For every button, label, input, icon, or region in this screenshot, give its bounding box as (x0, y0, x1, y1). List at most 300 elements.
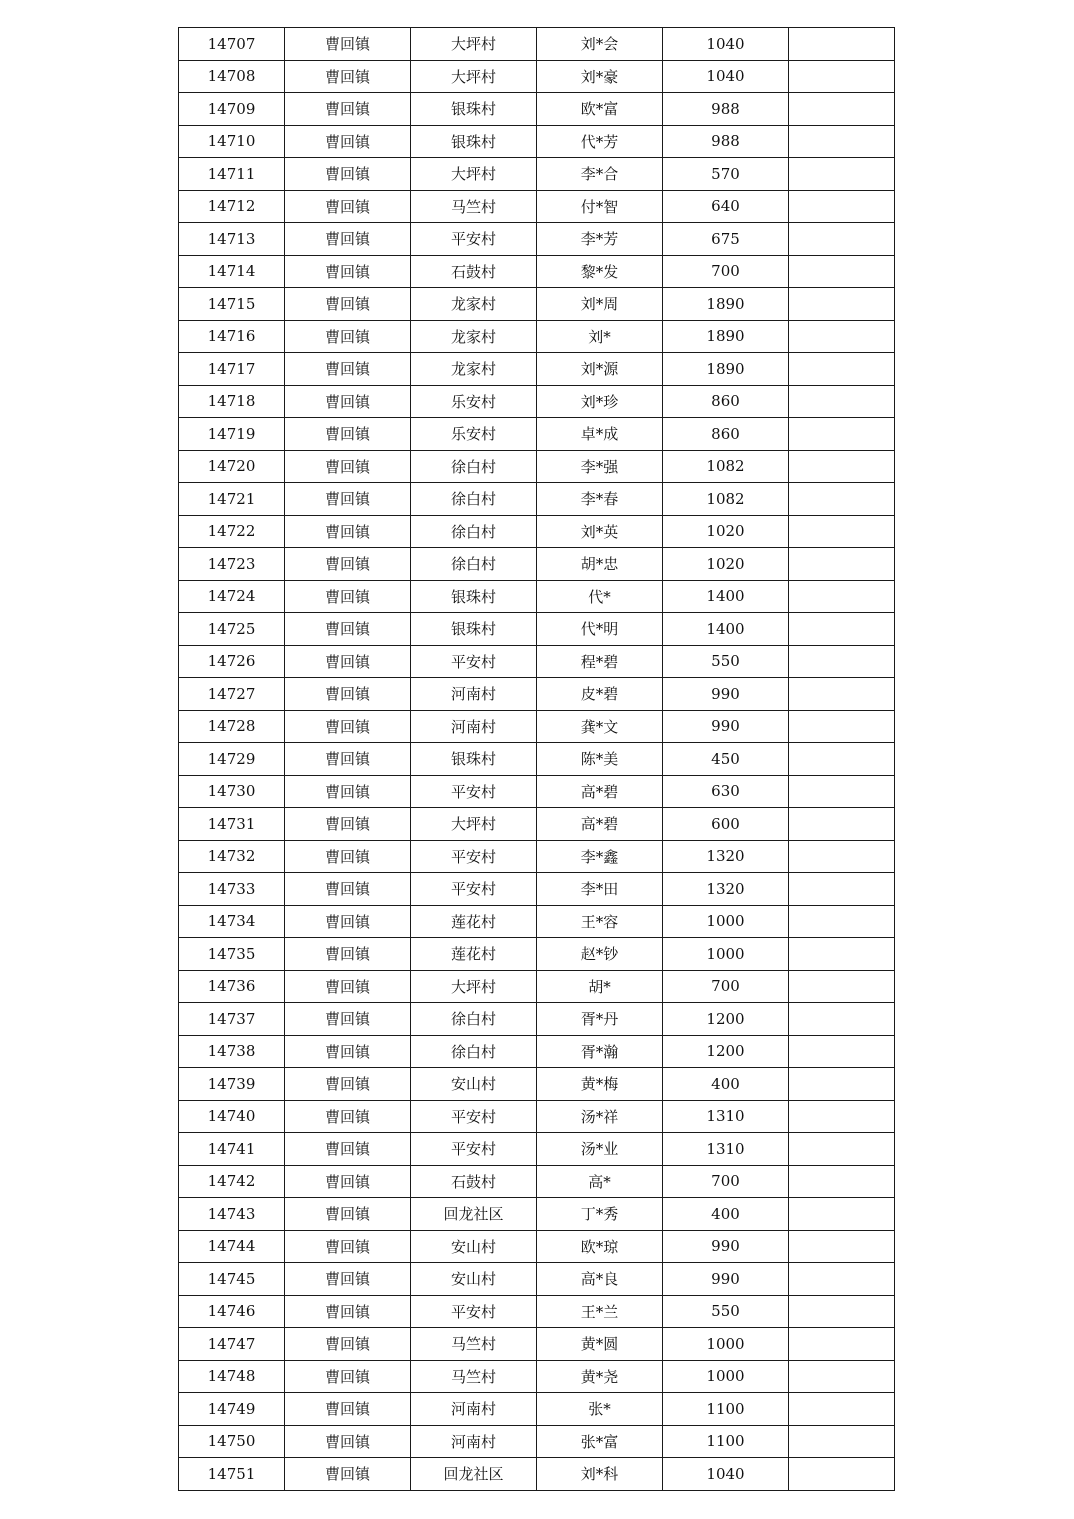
serial-number-cell: 14714 (179, 255, 285, 288)
serial-number-cell: 14730 (179, 775, 285, 808)
name-cell: 程*碧 (537, 645, 663, 678)
name-cell: 欧*富 (537, 93, 663, 126)
town-cell: 曹回镇 (285, 1295, 411, 1328)
town-cell: 曹回镇 (285, 1328, 411, 1361)
amount-cell: 1310 (663, 1133, 789, 1166)
table-row (179, 1035, 895, 1068)
serial-number-cell: 14736 (179, 970, 285, 1003)
serial-number-cell: 14723 (179, 548, 285, 581)
village-cell: 平安村 (411, 1100, 537, 1133)
table-row (179, 353, 895, 386)
table-row (179, 808, 895, 841)
remark-cell (789, 1295, 895, 1328)
name-cell: 李*田 (537, 873, 663, 906)
town-cell: 曹回镇 (285, 548, 411, 581)
table-row (179, 1100, 895, 1133)
remark-cell (789, 678, 895, 711)
table-row (179, 288, 895, 321)
village-cell: 徐白村 (411, 1003, 537, 1036)
remark-cell (789, 808, 895, 841)
name-cell: 刘* (537, 320, 663, 353)
serial-number-cell: 14707 (179, 28, 285, 61)
town-cell: 曹回镇 (285, 93, 411, 126)
amount-cell: 1040 (663, 60, 789, 93)
village-cell: 大坪村 (411, 28, 537, 61)
town-cell: 曹回镇 (285, 645, 411, 678)
table-row (179, 450, 895, 483)
amount-cell: 1000 (663, 905, 789, 938)
serial-number-cell: 14720 (179, 450, 285, 483)
table-row (179, 1458, 895, 1491)
town-cell: 曹回镇 (285, 613, 411, 646)
amount-cell: 1000 (663, 1328, 789, 1361)
village-cell: 平安村 (411, 873, 537, 906)
table-row (179, 255, 895, 288)
serial-number-cell: 14717 (179, 353, 285, 386)
serial-number-cell: 14733 (179, 873, 285, 906)
serial-number-cell: 14732 (179, 840, 285, 873)
name-cell: 刘*珍 (537, 385, 663, 418)
amount-cell: 990 (663, 1230, 789, 1263)
village-cell: 石鼓村 (411, 255, 537, 288)
remark-cell (789, 483, 895, 516)
remark-cell (789, 580, 895, 613)
name-cell: 龚*文 (537, 710, 663, 743)
amount-cell: 1200 (663, 1035, 789, 1068)
town-cell: 曹回镇 (285, 223, 411, 256)
remark-cell (789, 450, 895, 483)
name-cell: 黄*圆 (537, 1328, 663, 1361)
table-row (179, 1230, 895, 1263)
serial-number-cell: 14711 (179, 158, 285, 191)
village-cell: 安山村 (411, 1263, 537, 1296)
name-cell: 李*合 (537, 158, 663, 191)
amount-cell: 990 (663, 1263, 789, 1296)
town-cell: 曹回镇 (285, 1035, 411, 1068)
serial-number-cell: 14715 (179, 288, 285, 321)
serial-number-cell: 14735 (179, 938, 285, 971)
serial-number-cell: 14719 (179, 418, 285, 451)
remark-cell (789, 288, 895, 321)
amount-cell: 990 (663, 678, 789, 711)
town-cell: 曹回镇 (285, 158, 411, 191)
name-cell: 张*富 (537, 1425, 663, 1458)
serial-number-cell: 14737 (179, 1003, 285, 1036)
town-cell: 曹回镇 (285, 1230, 411, 1263)
remark-cell (789, 840, 895, 873)
amount-cell: 1100 (663, 1393, 789, 1426)
village-cell: 徐白村 (411, 483, 537, 516)
table-row (179, 1003, 895, 1036)
name-cell: 黎*发 (537, 255, 663, 288)
remark-cell (789, 873, 895, 906)
serial-number-cell: 14751 (179, 1458, 285, 1491)
amount-cell: 860 (663, 418, 789, 451)
table-row (179, 483, 895, 516)
village-cell: 回龙社区 (411, 1458, 537, 1491)
amount-cell: 1082 (663, 483, 789, 516)
village-cell: 河南村 (411, 1393, 537, 1426)
name-cell: 高*碧 (537, 775, 663, 808)
table-row (179, 1165, 895, 1198)
table-row (179, 613, 895, 646)
remark-cell (789, 255, 895, 288)
remark-cell (789, 970, 895, 1003)
name-cell: 付*智 (537, 190, 663, 223)
name-cell: 胡*忠 (537, 548, 663, 581)
serial-number-cell: 14729 (179, 743, 285, 776)
amount-cell: 450 (663, 743, 789, 776)
name-cell: 李*春 (537, 483, 663, 516)
town-cell: 曹回镇 (285, 1263, 411, 1296)
serial-number-cell: 14739 (179, 1068, 285, 1101)
table-row (179, 873, 895, 906)
amount-cell: 988 (663, 93, 789, 126)
name-cell: 高* (537, 1165, 663, 1198)
amount-cell: 1082 (663, 450, 789, 483)
village-cell: 银珠村 (411, 580, 537, 613)
village-cell: 大坪村 (411, 158, 537, 191)
serial-number-cell: 14708 (179, 60, 285, 93)
town-cell: 曹回镇 (285, 1198, 411, 1231)
table-row (179, 1360, 895, 1393)
name-cell: 赵*钞 (537, 938, 663, 971)
table-row (179, 548, 895, 581)
amount-cell: 675 (663, 223, 789, 256)
name-cell: 汤*业 (537, 1133, 663, 1166)
serial-number-cell: 14748 (179, 1360, 285, 1393)
name-cell: 皮*碧 (537, 678, 663, 711)
remark-cell (789, 1393, 895, 1426)
serial-number-cell: 14738 (179, 1035, 285, 1068)
amount-cell: 990 (663, 710, 789, 743)
town-cell: 曹回镇 (285, 775, 411, 808)
town-cell: 曹回镇 (285, 1425, 411, 1458)
serial-number-cell: 14743 (179, 1198, 285, 1231)
name-cell: 高*良 (537, 1263, 663, 1296)
village-cell: 马竺村 (411, 1328, 537, 1361)
serial-number-cell: 14721 (179, 483, 285, 516)
remark-cell (789, 353, 895, 386)
village-cell: 乐安村 (411, 418, 537, 451)
amount-cell: 640 (663, 190, 789, 223)
village-cell: 龙家村 (411, 353, 537, 386)
amount-cell: 400 (663, 1198, 789, 1231)
table-row (179, 1328, 895, 1361)
village-cell: 安山村 (411, 1230, 537, 1263)
table-row (179, 515, 895, 548)
amount-cell: 630 (663, 775, 789, 808)
name-cell: 刘*科 (537, 1458, 663, 1491)
remark-cell (789, 548, 895, 581)
amount-cell: 1400 (663, 613, 789, 646)
remark-cell (789, 1230, 895, 1263)
serial-number-cell: 14709 (179, 93, 285, 126)
table-row (179, 385, 895, 418)
name-cell: 代* (537, 580, 663, 613)
serial-number-cell: 14740 (179, 1100, 285, 1133)
village-cell: 银珠村 (411, 93, 537, 126)
village-cell: 银珠村 (411, 613, 537, 646)
amount-cell: 1400 (663, 580, 789, 613)
town-cell: 曹回镇 (285, 288, 411, 321)
serial-number-cell: 14725 (179, 613, 285, 646)
table-row (179, 840, 895, 873)
table-row (179, 580, 895, 613)
serial-number-cell: 14712 (179, 190, 285, 223)
table-row (179, 1068, 895, 1101)
amount-cell: 1100 (663, 1425, 789, 1458)
village-cell: 平安村 (411, 840, 537, 873)
remark-cell (789, 223, 895, 256)
amount-cell: 1020 (663, 515, 789, 548)
remark-cell (789, 93, 895, 126)
town-cell: 曹回镇 (285, 515, 411, 548)
table-row (179, 418, 895, 451)
town-cell: 曹回镇 (285, 743, 411, 776)
remark-cell (789, 190, 895, 223)
name-cell: 李*芳 (537, 223, 663, 256)
village-cell: 莲花村 (411, 905, 537, 938)
village-cell: 乐安村 (411, 385, 537, 418)
village-cell: 平安村 (411, 223, 537, 256)
amount-cell: 1320 (663, 873, 789, 906)
table-row (179, 158, 895, 191)
serial-number-cell: 14724 (179, 580, 285, 613)
serial-number-cell: 14726 (179, 645, 285, 678)
serial-number-cell: 14710 (179, 125, 285, 158)
serial-number-cell: 14718 (179, 385, 285, 418)
remark-cell (789, 418, 895, 451)
remark-cell (789, 1425, 895, 1458)
name-cell: 汤*祥 (537, 1100, 663, 1133)
town-cell: 曹回镇 (285, 808, 411, 841)
town-cell: 曹回镇 (285, 190, 411, 223)
village-cell: 大坪村 (411, 60, 537, 93)
name-cell: 黄*梅 (537, 1068, 663, 1101)
table-row (179, 190, 895, 223)
name-cell: 高*碧 (537, 808, 663, 841)
amount-cell: 1000 (663, 938, 789, 971)
remark-cell (789, 158, 895, 191)
town-cell: 曹回镇 (285, 1458, 411, 1491)
village-cell: 回龙社区 (411, 1198, 537, 1231)
amount-cell: 1890 (663, 353, 789, 386)
name-cell: 刘*源 (537, 353, 663, 386)
remark-cell (789, 905, 895, 938)
town-cell: 曹回镇 (285, 938, 411, 971)
amount-cell: 1890 (663, 288, 789, 321)
serial-number-cell: 14745 (179, 1263, 285, 1296)
name-cell: 刘*英 (537, 515, 663, 548)
village-cell: 石鼓村 (411, 1165, 537, 1198)
amount-cell: 600 (663, 808, 789, 841)
name-cell: 胥*丹 (537, 1003, 663, 1036)
serial-number-cell: 14713 (179, 223, 285, 256)
table-row (179, 1393, 895, 1426)
remark-cell (789, 125, 895, 158)
remark-cell (789, 1458, 895, 1491)
serial-number-cell: 14746 (179, 1295, 285, 1328)
serial-number-cell: 14727 (179, 678, 285, 711)
remark-cell (789, 320, 895, 353)
name-cell: 刘*周 (537, 288, 663, 321)
town-cell: 曹回镇 (285, 450, 411, 483)
town-cell: 曹回镇 (285, 970, 411, 1003)
town-cell: 曹回镇 (285, 1003, 411, 1036)
name-cell: 卓*成 (537, 418, 663, 451)
remark-cell (789, 1068, 895, 1101)
town-cell: 曹回镇 (285, 873, 411, 906)
name-cell: 刘*会 (537, 28, 663, 61)
town-cell: 曹回镇 (285, 1360, 411, 1393)
village-cell: 河南村 (411, 710, 537, 743)
village-cell: 徐白村 (411, 548, 537, 581)
remark-cell (789, 1165, 895, 1198)
name-cell: 王*兰 (537, 1295, 663, 1328)
remark-cell (789, 515, 895, 548)
town-cell: 曹回镇 (285, 255, 411, 288)
serial-number-cell: 14744 (179, 1230, 285, 1263)
village-cell: 大坪村 (411, 808, 537, 841)
remark-cell (789, 743, 895, 776)
town-cell: 曹回镇 (285, 1393, 411, 1426)
remark-cell (789, 710, 895, 743)
serial-number-cell: 14728 (179, 710, 285, 743)
serial-number-cell: 14742 (179, 1165, 285, 1198)
town-cell: 曹回镇 (285, 1100, 411, 1133)
village-cell: 平安村 (411, 775, 537, 808)
village-cell: 马竺村 (411, 1360, 537, 1393)
amount-cell: 570 (663, 158, 789, 191)
name-cell: 李*强 (537, 450, 663, 483)
table-body (179, 28, 895, 1491)
table-row (179, 1198, 895, 1231)
serial-number-cell: 14731 (179, 808, 285, 841)
village-cell: 大坪村 (411, 970, 537, 1003)
amount-cell: 1040 (663, 28, 789, 61)
table-row (179, 320, 895, 353)
town-cell: 曹回镇 (285, 580, 411, 613)
village-cell: 龙家村 (411, 288, 537, 321)
village-cell: 徐白村 (411, 1035, 537, 1068)
amount-cell: 700 (663, 970, 789, 1003)
name-cell: 陈*美 (537, 743, 663, 776)
town-cell: 曹回镇 (285, 353, 411, 386)
town-cell: 曹回镇 (285, 418, 411, 451)
town-cell: 曹回镇 (285, 1165, 411, 1198)
amount-cell: 550 (663, 1295, 789, 1328)
amount-cell: 550 (663, 645, 789, 678)
name-cell: 欧*琼 (537, 1230, 663, 1263)
amount-cell: 1040 (663, 1458, 789, 1491)
name-cell: 胥*瀚 (537, 1035, 663, 1068)
town-cell: 曹回镇 (285, 125, 411, 158)
table-row (179, 970, 895, 1003)
name-cell: 代*明 (537, 613, 663, 646)
table-row (179, 93, 895, 126)
remark-cell (789, 60, 895, 93)
remark-cell (789, 1100, 895, 1133)
remark-cell (789, 1328, 895, 1361)
amount-cell: 1890 (663, 320, 789, 353)
remark-cell (789, 1133, 895, 1166)
village-cell: 河南村 (411, 1425, 537, 1458)
serial-number-cell: 14750 (179, 1425, 285, 1458)
remark-cell (789, 775, 895, 808)
remark-cell (789, 28, 895, 61)
village-cell: 河南村 (411, 678, 537, 711)
village-cell: 安山村 (411, 1068, 537, 1101)
table-row (179, 743, 895, 776)
name-cell: 王*容 (537, 905, 663, 938)
town-cell: 曹回镇 (285, 320, 411, 353)
remark-cell (789, 1035, 895, 1068)
town-cell: 曹回镇 (285, 710, 411, 743)
table-row (179, 1263, 895, 1296)
table-row (179, 938, 895, 971)
remark-cell (789, 613, 895, 646)
village-cell: 龙家村 (411, 320, 537, 353)
village-cell: 平安村 (411, 645, 537, 678)
town-cell: 曹回镇 (285, 385, 411, 418)
serial-number-cell: 14741 (179, 1133, 285, 1166)
serial-number-cell: 14734 (179, 905, 285, 938)
name-cell: 胡* (537, 970, 663, 1003)
village-cell: 平安村 (411, 1133, 537, 1166)
table-row (179, 223, 895, 256)
town-cell: 曹回镇 (285, 60, 411, 93)
serial-number-cell: 14747 (179, 1328, 285, 1361)
name-cell: 黄*尧 (537, 1360, 663, 1393)
table-row (179, 678, 895, 711)
town-cell: 曹回镇 (285, 483, 411, 516)
village-cell: 马竺村 (411, 190, 537, 223)
name-cell: 代*芳 (537, 125, 663, 158)
table-row (179, 1133, 895, 1166)
table-row (179, 775, 895, 808)
amount-cell: 1020 (663, 548, 789, 581)
name-cell: 李*鑫 (537, 840, 663, 873)
name-cell: 丁*秀 (537, 1198, 663, 1231)
serial-number-cell: 14722 (179, 515, 285, 548)
table-row (179, 28, 895, 61)
name-cell: 张* (537, 1393, 663, 1426)
table-row (179, 1295, 895, 1328)
village-cell: 徐白村 (411, 515, 537, 548)
table-row (179, 645, 895, 678)
data-table (178, 27, 895, 1491)
amount-cell: 1200 (663, 1003, 789, 1036)
table-row (179, 60, 895, 93)
table-row (179, 1425, 895, 1458)
amount-cell: 700 (663, 255, 789, 288)
remark-cell (789, 1360, 895, 1393)
table-row (179, 905, 895, 938)
amount-cell: 700 (663, 1165, 789, 1198)
amount-cell: 400 (663, 1068, 789, 1101)
table-row (179, 710, 895, 743)
serial-number-cell: 14749 (179, 1393, 285, 1426)
town-cell: 曹回镇 (285, 905, 411, 938)
village-cell: 徐白村 (411, 450, 537, 483)
amount-cell: 1320 (663, 840, 789, 873)
amount-cell: 988 (663, 125, 789, 158)
remark-cell (789, 1198, 895, 1231)
town-cell: 曹回镇 (285, 28, 411, 61)
remark-cell (789, 385, 895, 418)
name-cell: 刘*豪 (537, 60, 663, 93)
